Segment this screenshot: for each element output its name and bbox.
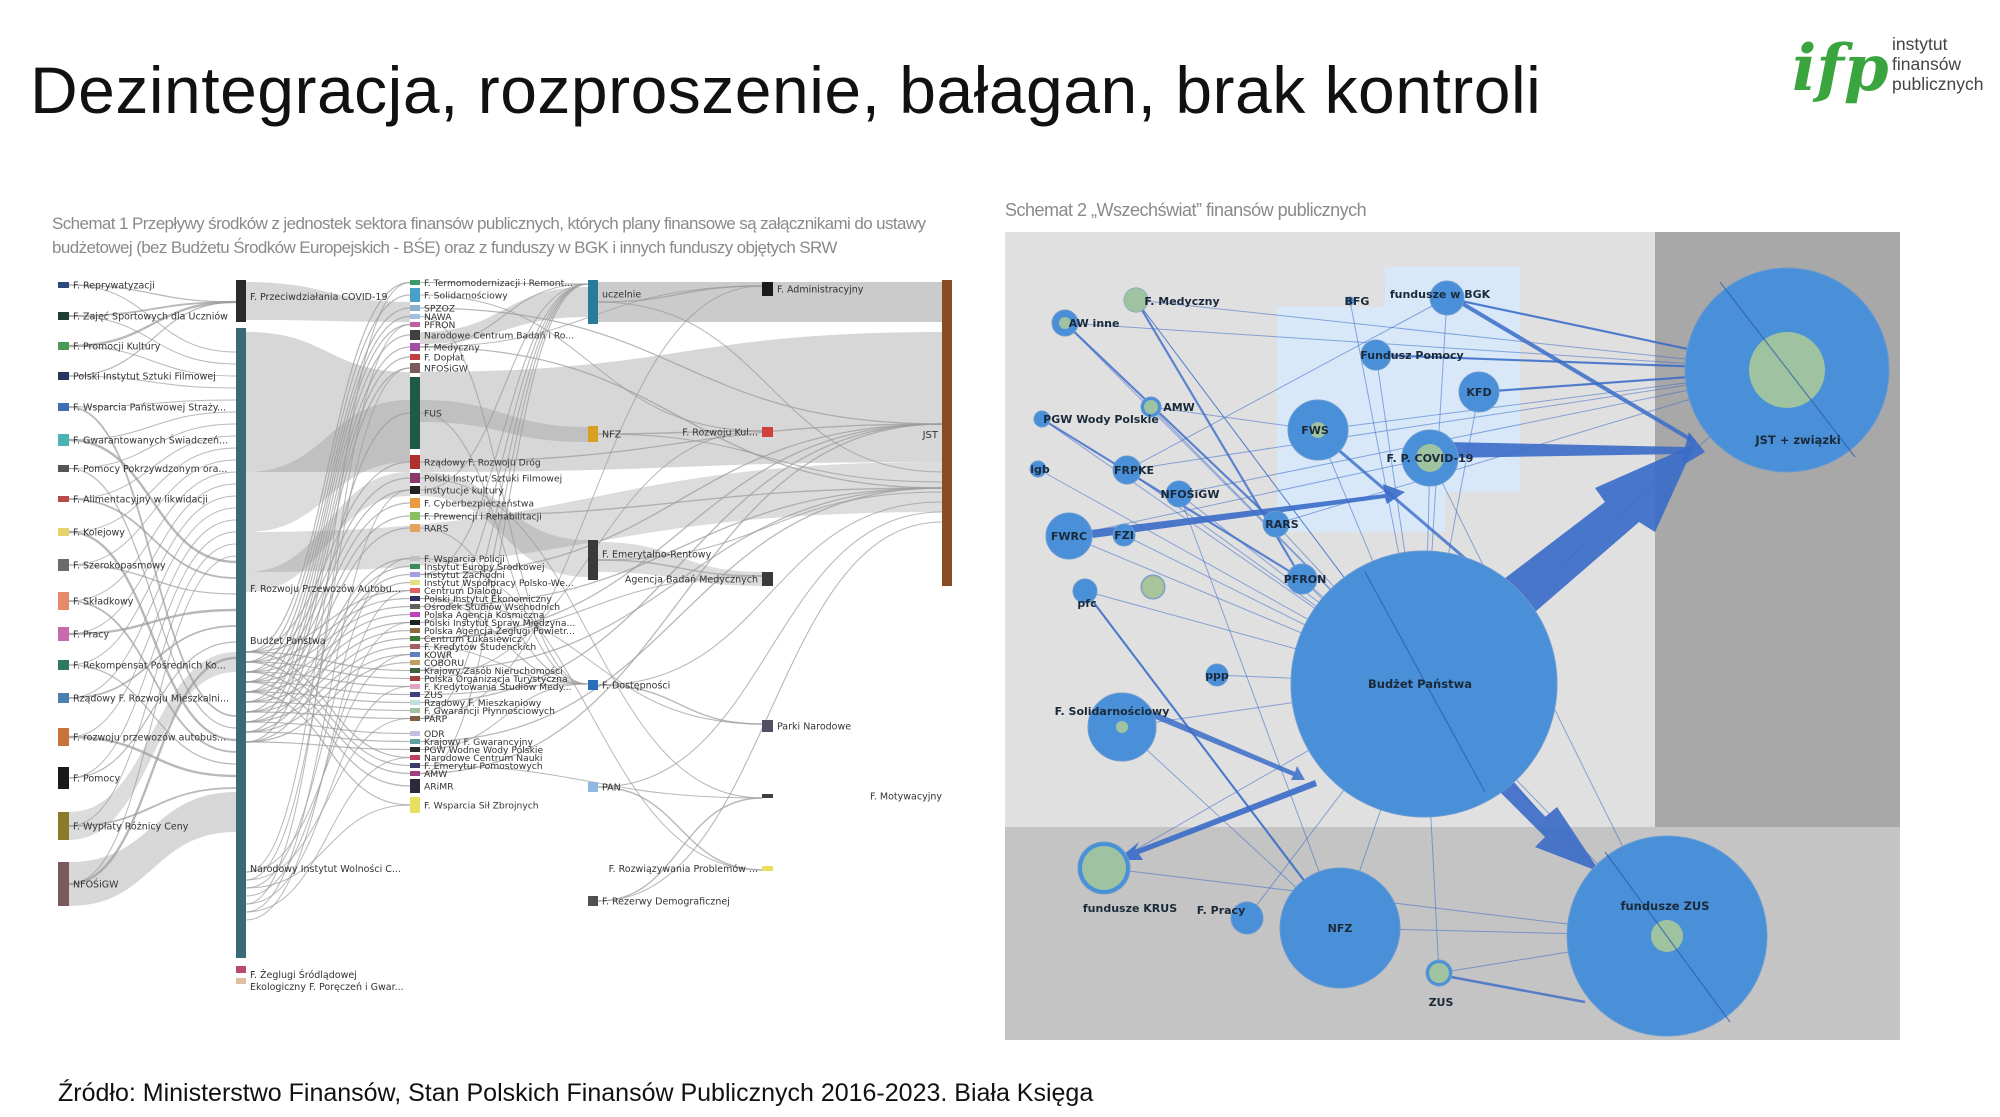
- sankey-label-mid: F. Kredytów Studenckich: [424, 642, 537, 653]
- sankey-node-mid: [410, 314, 420, 319]
- node-label-pgw: PGW Wody Polskie: [1043, 413, 1159, 426]
- logo-line: finansów: [1892, 54, 1962, 74]
- sankey-node-mid: [410, 288, 420, 302]
- sankey-node-mid: [410, 612, 420, 617]
- node-label-igb: igb: [1030, 463, 1050, 476]
- sankey-label-source: F. Pracy: [73, 629, 110, 641]
- node-label-zus: ZUS: [1428, 996, 1454, 1009]
- sankey-label-mid: Polski Instytut Spraw Międzyna...: [424, 618, 576, 629]
- sankey-node-mid2: [588, 540, 598, 580]
- sankey-node-mid2: [588, 280, 598, 324]
- logo-text: [1892, 34, 1983, 94]
- sankey-label-right: Parki Narodowe: [777, 721, 852, 733]
- sankey-node-mid: [410, 604, 420, 609]
- sankey-node-source: [58, 660, 69, 670]
- sankey-label-hub: Narodowy Instytut Wolności C...: [250, 864, 401, 875]
- sankey-label-source: F. Składkowy: [73, 596, 134, 608]
- sankey-node-mid: [410, 580, 420, 585]
- sankey-node-source: [58, 627, 69, 641]
- sankey-label-mid: AMW: [424, 769, 448, 780]
- sankey-label-mid2: uczelnie: [602, 289, 642, 301]
- sankey-label-source: F. Pomocy Pokrzywdzonym ora...: [73, 464, 228, 475]
- sankey-node-source: [58, 728, 69, 746]
- sankey-node-mid2: [588, 782, 598, 792]
- sankey-label-right: F. Rozwiązywania Problemów ...: [608, 864, 758, 875]
- sankey-label-mid2: F. Emerytalno-Rentowy: [602, 549, 712, 561]
- sankey-label-source: F. Wypłaty Różnicy Ceny: [73, 821, 189, 833]
- node-label-fpom: Fundusz Pomocy: [1360, 349, 1464, 362]
- sankey-label-source: F. Reprywatyzacji: [73, 280, 155, 292]
- sankey-node-mid: [410, 343, 420, 351]
- sankey-node-source: [58, 559, 69, 571]
- sankey-label-mid2: PAN: [602, 782, 621, 794]
- sankey-node-mid: [410, 498, 420, 508]
- sankey-node-mid: [410, 747, 420, 752]
- logo-mark: ifp: [1792, 31, 1889, 106]
- logo-line: publicznych: [1892, 74, 1984, 94]
- sankey-flow: [598, 787, 762, 870]
- node-label-fwrc: FWRC: [1050, 530, 1088, 543]
- node-label-jst: JST + związki: [1755, 433, 1841, 447]
- sankey-label-source: F. rozwoju przewozów autobus...: [73, 732, 227, 744]
- node-label-nfos: NFOŚiGW: [1160, 488, 1220, 501]
- public-finance-universe-diagram: [1005, 232, 1900, 1040]
- sankey-node-mid: [410, 572, 420, 577]
- sankey-node-source: [58, 693, 69, 703]
- sankey-node-mid: [410, 652, 420, 657]
- sankey-label-mid: F. Solidarnościowy: [424, 290, 508, 302]
- sankey-node-right: [762, 427, 773, 437]
- sankey-label-source: NFOŚiGW: [73, 879, 119, 891]
- sankey-label-mid: F. Dopłat: [424, 352, 465, 364]
- source-note: Źródło: Ministerstwo Finansów, Stan Polskich Finansów Publicznych 2016-2023. Biała Księga: [58, 1079, 1094, 1107]
- logo-line: instytut: [1892, 34, 1948, 54]
- sankey-label-mid: F. Wsparcia Policji: [424, 554, 505, 565]
- sankey-flow: [246, 652, 410, 671]
- sankey-node-right: [762, 794, 773, 798]
- node-label-amw: AMW: [1163, 401, 1195, 414]
- node-label-budzet: Budżet Państwa: [1368, 677, 1472, 691]
- sankey-label-mid: F. Emerytur Pomostowych: [424, 761, 543, 772]
- sankey-node-mid: [410, 280, 420, 285]
- sankey-label-mid2: F. Rezerwy Demograficznej: [602, 896, 730, 908]
- sankey-node-mid: [410, 524, 420, 532]
- sankey-node-source: [58, 862, 69, 906]
- sankey-label-mid: Polska Organizacja Turystyczna: [424, 674, 568, 685]
- node-label-rars: RARS: [1265, 518, 1299, 531]
- node-label-fpracy: F. Pracy: [1196, 904, 1246, 917]
- sankey-node-source: [58, 342, 69, 350]
- node-label-fpc: F. P. COVID-19: [1386, 452, 1474, 465]
- sankey-node-source: [58, 812, 69, 840]
- sankey-node-mid: [410, 322, 420, 327]
- sankey-label-source: F. Alimentacyjny w likwidacji: [73, 494, 208, 506]
- sankey-node-source: [58, 403, 69, 411]
- sankey-flow: [246, 758, 410, 913]
- sankey-node-source: [58, 282, 69, 288]
- sankey-label-mid: F. Wsparcia Sił Zbrojnych: [424, 800, 539, 812]
- sankey-label-right: Agencja Badań Medycznych: [624, 574, 758, 586]
- sankey-node-mid: [410, 354, 420, 360]
- slide-title: Dezintegracja, rozproszenie, bałagan, brak kontroli: [30, 53, 1542, 127]
- sankey-node-mid: [410, 628, 420, 633]
- sankey-label-source: Rządowy F. Rozwoju Mieszkalni...: [73, 693, 230, 705]
- sankey-label-source: Polski Instytut Sztuki Filmowej: [73, 371, 216, 383]
- sankey-label-right: F. Administracyjny: [777, 284, 864, 296]
- sankey-label-mid2: NFZ: [602, 429, 622, 441]
- sankey-node-hub: [236, 978, 246, 984]
- sankey-node-mid: [410, 556, 420, 561]
- sankey-node-hub: [236, 638, 246, 838]
- sankey-label-mid: F. Termomodernizacji i Remont...: [424, 278, 573, 289]
- sankey-node-mid: [410, 692, 420, 697]
- sankey-node-source: [58, 528, 69, 536]
- sankey-node-source: [58, 372, 69, 380]
- schemat1-caption: Schemat 1 Przepływy środków z jednostek sektora finansów publicznych, których plany finansowe są załącznikami do ustawy budżetowej (bez Budżetu Środków Europejskich - BŚE) oraz z funduszy w BGK i innych funduszy objętych SRW: [52, 214, 926, 257]
- sankey-node-mid: [410, 755, 420, 760]
- node-label-krus: fundusze KRUS: [1082, 902, 1178, 915]
- sankey-node-source: [58, 767, 69, 789]
- sankey-node-mid: [410, 363, 420, 373]
- sankey-label-source: F. Zajęć Sportowych dla Uczniów: [73, 311, 228, 323]
- sankey-node-mid: [410, 708, 420, 713]
- ifp-logo: [1792, 30, 1992, 120]
- sankey-label-mid: F. Gwarancji Płynnościowych: [424, 706, 555, 717]
- sankey-label-mid: ARiMR: [424, 781, 454, 793]
- sankey-node-mid: [410, 588, 420, 593]
- sankey-node-mid: [410, 486, 420, 494]
- node-label-bfg: BFG: [1344, 295, 1370, 308]
- sankey-flow: [69, 460, 236, 565]
- sankey-label-mid: Narodowe Centrum Badań i Ro...: [424, 330, 575, 342]
- sankey-node-mid: [410, 620, 420, 625]
- sankey-node-mid2: [588, 680, 598, 690]
- sankey-node-mid: [410, 779, 420, 793]
- sankey-label-mid: Rządowy F. Rozwoju Dróg: [424, 457, 541, 469]
- sankey-node-source: [58, 434, 69, 446]
- node-label-fmed: F. Medyczny: [1144, 295, 1220, 308]
- sankey-label-sink: JST: [922, 430, 938, 441]
- sankey-node-mid: [410, 763, 420, 768]
- sankey-label-mid: Instytut Zachodni: [424, 570, 505, 581]
- sankey-node-hub: [236, 280, 246, 322]
- sankey-label-mid: Instytut Współpracy Polsko-We...: [424, 578, 574, 589]
- sankey-label-mid: SPZOZ: [424, 303, 456, 315]
- sankey-label-mid: Rządowy F. Mieszkaniowy: [424, 698, 542, 709]
- sankey-label-mid: Centrum Łukasiewicz: [424, 634, 522, 645]
- sankey-label-right: F. Motywacyjny: [869, 791, 942, 803]
- sankey-node-mid: [410, 377, 420, 449]
- sankey-node-mid: [410, 700, 420, 705]
- sankey-label-source: F. Gwarantowanych Świadczeń...: [73, 435, 229, 447]
- bubble-inner-amw: [1144, 400, 1158, 414]
- sankey-label-hub: Ekologiczny F. Poręczeń i Gwar...: [250, 982, 404, 993]
- node-label-pfc: pfc: [1077, 597, 1097, 610]
- sankey-node-mid: [410, 797, 420, 813]
- sankey-label-mid: Ośrodek Studiów Wschodnich: [424, 602, 561, 613]
- sankey-label-mid: Centrum Dialogu: [424, 586, 503, 597]
- sankey-label-source: F. Pomocy: [73, 773, 121, 785]
- sankey-node-mid: [410, 636, 420, 641]
- sankey-node-mid: [410, 330, 420, 340]
- sankey-label-mid: instytucje kultury: [424, 485, 504, 497]
- node-label-bgk: fundusze w BGK: [1389, 288, 1491, 301]
- schemat2-caption: Schemat 2 „Wszechświat” finansów publicznych: [1005, 200, 1367, 220]
- sankey-flow: [598, 798, 762, 901]
- sankey-label-mid: NAWA: [424, 312, 452, 323]
- sankey-label-source: F. Wsparcia Państwowej Straży...: [73, 402, 227, 414]
- sankey-label-mid: NFOŚiGW: [424, 363, 468, 375]
- sankey-node-hub: [236, 838, 246, 958]
- sankey-flow: [69, 448, 236, 532]
- sankey-label-mid: Instytut Europy Środkowej: [424, 562, 545, 573]
- sankey-label-hub: Budżet Państwa: [250, 636, 326, 647]
- sankey-label-mid: Narodowe Centrum Nauki: [424, 753, 543, 764]
- sankey-label-mid: Polski Instytut Sztuki Filmowej: [424, 473, 563, 485]
- bubble-inner-krus: [1082, 846, 1126, 890]
- sankey-label-mid: COBORU: [424, 658, 465, 669]
- sankey-label-mid: F. Prewencji i Rehabilitacji: [424, 511, 542, 523]
- sankey-node-right: [762, 572, 773, 586]
- node-label-awinne: AW inne: [1068, 317, 1120, 330]
- node-label-pfron: PFRON: [1283, 573, 1327, 586]
- sankey-label-mid: Polska Agencja Kosmiczna: [424, 610, 545, 621]
- sankey-node-mid: [410, 684, 420, 689]
- node-label-zus_funds: fundusze ZUS: [1620, 899, 1710, 913]
- sankey-node-hub: [236, 966, 246, 973]
- sankey-node-right: [762, 866, 773, 871]
- sankey-node-right: [762, 720, 773, 732]
- sankey-node-source: [58, 312, 69, 320]
- sankey-node-hub: [236, 328, 246, 638]
- sankey-node-mid: [410, 455, 420, 469]
- sankey-label-mid: Krajowy Zasób Nieruchomości: [424, 666, 563, 677]
- sankey-node-mid: [410, 739, 420, 744]
- sankey-node-mid: [410, 731, 420, 736]
- sankey-label-mid2: F. Dostępności: [602, 680, 671, 692]
- bubble-inner-gray1: [1143, 577, 1163, 597]
- sankey-node-mid: [410, 716, 420, 721]
- bubble-inner-zus: [1429, 963, 1449, 983]
- sankey-label-mid: PARP: [424, 714, 448, 725]
- sankey-node-mid: [410, 676, 420, 681]
- sankey-label-source: F. Promocji Kultury: [73, 341, 161, 353]
- sankey-label-mid: PGW Wodne Wody Polskie: [424, 745, 544, 756]
- sankey-label-mid: ODR: [424, 729, 445, 740]
- sankey-node-mid: [410, 305, 420, 311]
- node-label-fzi: FZI: [1114, 529, 1134, 542]
- node-label-frpke: FRPKE: [1113, 464, 1155, 477]
- bubble-inner-solid: [1116, 721, 1128, 733]
- sankey-node-mid: [410, 512, 420, 520]
- sankey-node-mid: [410, 644, 420, 649]
- sankey-node-source: [58, 465, 69, 472]
- sankey-flow: [246, 805, 410, 888]
- sankey-flow: [246, 652, 410, 758]
- sankey-label-mid: FUS: [424, 408, 442, 420]
- sankey-node-sink: [942, 280, 952, 586]
- sankey-label-mid: PFRON: [424, 320, 456, 331]
- sankey-label-mid: ZUS: [424, 690, 443, 701]
- node-label-ppp: ppp: [1205, 669, 1229, 682]
- sankey-node-source: [58, 496, 69, 502]
- sankey-node-mid: [410, 564, 420, 569]
- sankey-node-mid2: [588, 896, 598, 906]
- sankey-label-mid: Polska Agencja Żeglugi Powietr...: [424, 626, 575, 637]
- node-label-fws: FWS: [1301, 424, 1329, 437]
- sankey-label-hub: F. Rozwoju Przewozów Autobu...: [250, 584, 401, 595]
- sankey-label-mid: Polski Instytut Ekonomiczny: [424, 594, 552, 605]
- sankey-label-mid: F. Medyczny: [424, 342, 480, 354]
- node-label-solid: F. Solidarnościowy: [1054, 705, 1170, 718]
- sankey-label-hub: F. Przeciwdziałania COVID-19: [250, 292, 388, 303]
- sankey-label-source: F. Kolejowy: [73, 527, 125, 539]
- sankey-node-mid: [410, 668, 420, 673]
- sankey-node-mid: [410, 771, 420, 776]
- bubble-inner-jst: [1749, 332, 1825, 408]
- sankey-node-mid: [410, 660, 420, 665]
- sankey-label-mid: KOWR: [424, 650, 453, 661]
- sankey-label-source: F. Szerokopasmowy: [73, 560, 166, 572]
- sankey-label-mid: Krajowy F. Gwarancyjny: [424, 737, 533, 748]
- sankey-node-mid: [410, 473, 420, 483]
- sankey-node-mid2: [588, 426, 598, 442]
- sankey-label-mid: F. Cyberbezpieczeństwa: [424, 498, 534, 510]
- sankey-node-source: [58, 592, 69, 610]
- node-label-nfz: NFZ: [1327, 922, 1353, 935]
- sankey-label-mid: RARS: [424, 523, 449, 535]
- sankey-label-hub: F. Żeglugi Śródlądowej: [250, 970, 357, 981]
- sankey-label-mid: F. Kredytowania Studiów Medy...: [424, 682, 572, 693]
- sankey-diagram: [50, 272, 960, 1012]
- sankey-node-mid: [410, 596, 420, 601]
- sankey-label-right: F. Rozwoju Kul...: [682, 427, 758, 439]
- node-label-kfd: KFD: [1466, 386, 1492, 399]
- sankey-node-right: [762, 282, 773, 296]
- sankey-label-source: F. Rekompensat Pośrednich Ko...: [73, 660, 226, 672]
